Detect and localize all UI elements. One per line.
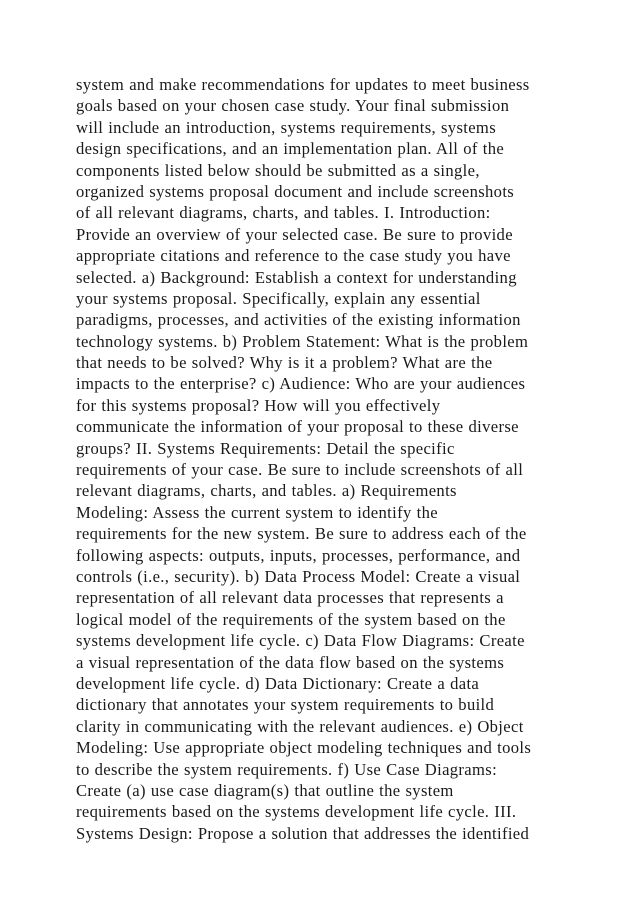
text-line: goals based on your chosen case study. Your final submission [76,96,510,116]
text-line: design specifications, and an implementation plan. All of the [76,139,505,159]
text-line: relevant diagrams, charts, and tables. a) Requirements [76,481,457,501]
text-line: components listed below should be submitted as a single, [76,160,480,180]
text-line: your systems proposal. Specifically, explain any essential [76,288,481,308]
text-line: systems development life cycle. c) Data Flow Diagrams: Create [76,631,525,651]
text-line: groups? II. Systems Requirements: Detail the specific [76,438,455,458]
text-line: technology systems. b) Problem Statement: What is the problem [76,331,529,351]
text-line: representation of all relevant data processes that represents a [76,588,504,608]
text-line: a visual representation of the data flow based on the systems [76,652,505,672]
text-line: organized systems proposal document and include screenshots [76,181,515,201]
text-line: dictionary that annotates your system requirements to build [76,695,495,715]
text-line: Systems Design: Propose a solution that addresses the identified [76,823,530,843]
text-line: Provide an overview of your selected case. Be sure to provide [76,224,513,244]
text-line: requirements for the new system. Be sure to address each of the [76,524,527,544]
text-line: controls (i.e., security). b) Data Process Model: Create a visual [76,566,521,586]
text-line: requirements of your case. Be sure to include screenshots of all [76,460,524,480]
text-line: system and make recommendations for updates to meet business [76,75,530,94]
text-line: communicate the information of your proposal to these diverse [76,417,519,437]
text-line: of all relevant diagrams, charts, and tables. I. Introduction: [76,203,491,223]
text-line: logical model of the requirements of the system based on the [76,609,506,629]
text-line: requirements based on the systems development life cycle. III. [76,802,517,822]
text-line: impacts to the enterprise? c) Audience: Who are your audiences [76,374,526,394]
text-line: appropriate citations and reference to the case study you have [76,246,511,266]
text-line: for this systems proposal? How will you effectively [76,395,441,415]
text-line: to describe the system requirements. f) Use Case Diagrams: [76,759,498,779]
text-line: that needs to be solved? Why is it a problem? What are the [76,353,493,373]
text-line: clarity in communicating with the relevant audiences. e) Object [76,716,524,736]
text-line: Modeling: Use appropriate object modeling techniques and tools [76,738,532,758]
text-line: will include an introduction, systems requirements, systems [76,117,496,137]
text-line: paradigms, processes, and activities of the existing information [76,310,521,330]
body-text [76,74,576,844]
text-line: following aspects: outputs, inputs, processes, performance, and [76,545,521,565]
text-line: selected. a) Background: Establish a context for understanding [76,267,517,287]
text-line: Create (a) use case diagram(s) that outline the system [76,780,454,800]
text-line: development life cycle. d) Data Dictionary: Create a data [76,673,480,693]
text-line: Modeling: Assess the current system to identify the [76,502,438,522]
